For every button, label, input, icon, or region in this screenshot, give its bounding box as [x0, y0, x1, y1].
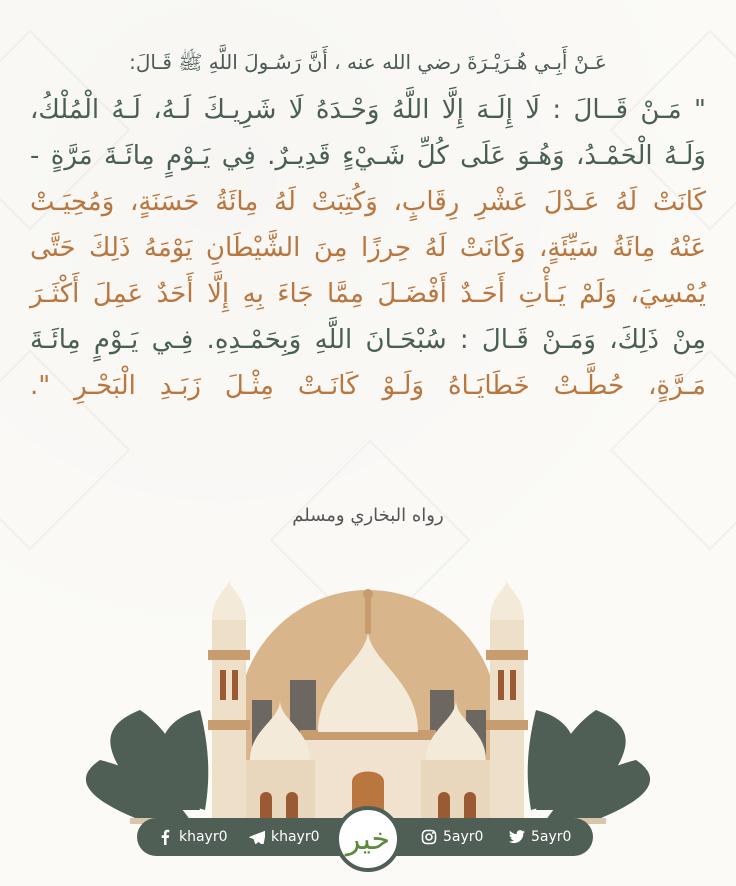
- hadith-line-1: " مَـنْ قَــالَ : لَا إِلَـهَ إِلَّا اللَّهُ وَحْـدَهُ لَا شَرِيـكَ لَـهُ، لَـهُ الْمُلْكُ،: [30, 95, 706, 125]
- facebook-handle[interactable]: [157, 818, 228, 856]
- instagram-label: 5ayr0: [443, 829, 484, 845]
- telegram-label: khayr0: [271, 829, 320, 845]
- hadith-source: رواه البخاري ومسلم: [292, 505, 444, 526]
- khayr-logo: [335, 806, 401, 872]
- instagram-icon: [421, 829, 437, 845]
- hadith-line-7: مَـرَّةٍ، حُطَّـتْ خَطَايَـاهُ وَلَـوْ كَانَـتْ مِثْـلَ زَبَـدِ الْبَحْـرِ ".: [30, 371, 706, 401]
- hadith-line-6: مِنْ ذَلِكَ، وَمَـنْ قَـالَ : سُبْحَـانَ اللَّهِ وَبِحَمْـدِهِ. فِـي يَـوْمٍ مِائَـةَ: [30, 325, 706, 355]
- telegram-handle[interactable]: [249, 818, 320, 856]
- hadith-line-5: يُمْسِيَ، وَلَمْ يَـأْتِ أَحَـدٌ أَفْضَـلَ مِمَّا جَاءَ بِهِ إِلَّا أَحَدٌ عَمِلَ أَكْثَـرَ: [30, 279, 706, 309]
- hadith-line-2: وَلَـهُ الْحَمْـدُ، وَهُـوَ عَلَى كُلِّ شَـيْءٍ قَدِيـرٌ. فِي يَـوْمٍ مِائَـةَ مَرَّةٍ -: [30, 141, 706, 171]
- facebook-label: khayr0: [179, 829, 228, 845]
- twitter-handle[interactable]: [509, 818, 571, 856]
- hadith-line-3: كَانَتْ لَهُ عَـدْلَ عَشْرِ رِقَابٍ، وَكُتِبَتْ لَهُ مِائَةُ حَسَنَةٍ، وَمُحِيَـتْ: [30, 187, 706, 217]
- facebook-icon: [157, 829, 173, 845]
- logo-text: خير: [345, 821, 391, 857]
- instagram-handle[interactable]: [421, 818, 483, 856]
- hadith-line-4: عَنْهُ مِائَةُ سَيِّئَةٍ، وَكَانَتْ لَهُ حِرزًا مِنَ الشَّيْطَانِ يَوْمَهُ ذَلِكَ حَتَّى: [30, 233, 706, 263]
- hadith-text: [30, 50, 706, 409]
- twitter-label: 5ayr0: [531, 829, 572, 845]
- telegram-icon: [249, 829, 265, 845]
- narrator-intro: عَـنْ أَبِـي هُـرَيْـرَةَ رضي الله عنه ، أَنَّ رَسُـولَ اللَّهِ ﷺ قَـالَ:: [129, 50, 607, 74]
- twitter-icon: [509, 829, 525, 845]
